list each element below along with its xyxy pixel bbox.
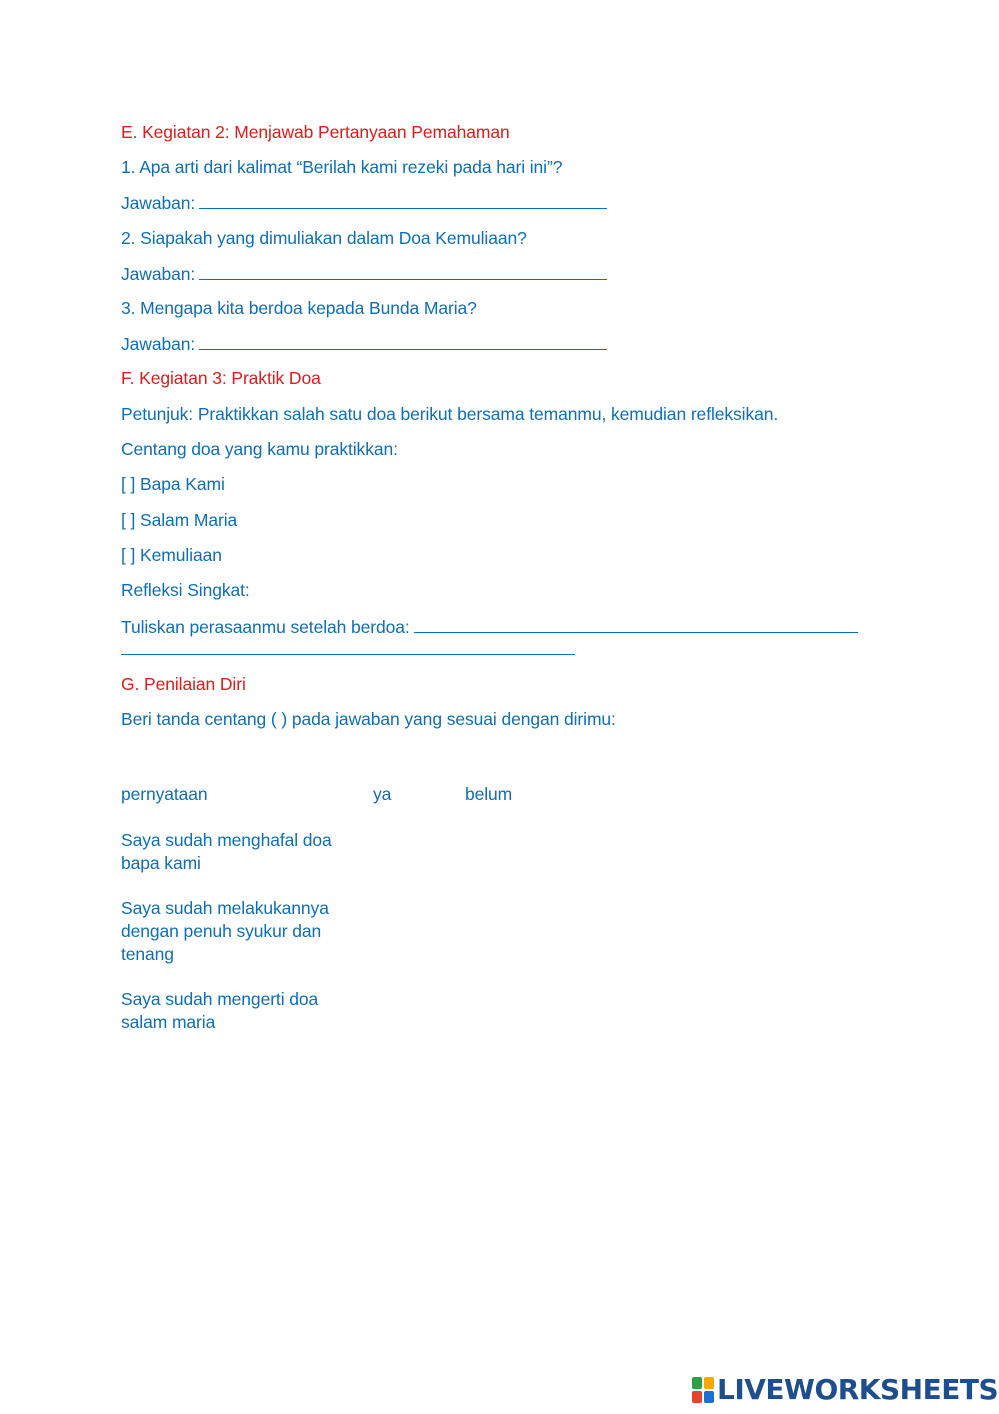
logo-mark-icon	[692, 1377, 714, 1403]
answer-label: Jawaban:	[121, 193, 196, 213]
question-2: 2. Siapakah yang dimuliakan dalam Doa Kemuliaan?	[121, 228, 527, 248]
option-salam-maria[interactable]: [ ] Salam Maria	[121, 510, 238, 530]
section-e-heading: E. Kegiatan 2: Menjawab Pertanyaan Pemahaman	[121, 122, 510, 142]
answer-label: Jawaban:	[121, 264, 196, 284]
answer-row-2	[121, 262, 607, 285]
answer-row-1	[121, 191, 607, 214]
reflection-row	[121, 615, 858, 638]
table-row: Saya sudah mengerti doa salam maria	[121, 989, 319, 1032]
table-header-yes: ya	[373, 784, 392, 804]
section-g-instruction: Beri tanda centang ( ) pada jawaban yang sesuai dengan dirimu:	[121, 709, 616, 729]
logo-text: LIVEWORKSHEETS	[717, 1373, 999, 1406]
option-bapa-kami[interactable]: [ ] Bapa Kami	[121, 474, 225, 494]
liveworksheets-logo	[692, 1374, 998, 1406]
table-header-statement: pernyataan	[121, 784, 208, 804]
section-g-heading: G. Penilaian Diri	[121, 674, 246, 694]
table-row: Saya sudah melakukannya dengan penuh syukur dan tenang	[121, 898, 329, 964]
question-3: 3. Mengapa kita berdoa kepada Bunda Maria?	[121, 298, 477, 318]
option-kemuliaan[interactable]: [ ] Kemuliaan	[121, 545, 222, 565]
reflection-blank-1[interactable]	[414, 615, 858, 633]
check-prompt: Centang doa yang kamu praktikkan:	[121, 439, 398, 459]
reflection-blank-2[interactable]	[121, 654, 575, 655]
reflection-title: Refleksi Singkat:	[121, 580, 250, 600]
table-row: Saya sudah menghafal doa bapa kami	[121, 830, 332, 873]
table-header-not-yet: belum	[465, 784, 513, 804]
section-f-heading: F. Kegiatan 3: Praktik Doa	[121, 368, 321, 388]
answer-label: Jawaban:	[121, 334, 196, 354]
question-1: 1. Apa arti dari kalimat “Berilah kami rezeki pada hari ini”?	[121, 157, 563, 177]
answer-blank-1[interactable]	[199, 191, 607, 209]
answer-row-3	[121, 332, 607, 355]
reflection-prompt: Tuliskan perasaanmu setelah berdoa:	[121, 617, 410, 637]
section-f-instruction: Petunjuk: Praktikkan salah satu doa berikut bersama temanmu, kemudian refleksikan.	[121, 404, 779, 424]
answer-blank-2[interactable]	[199, 262, 607, 280]
answer-blank-3[interactable]	[199, 332, 607, 350]
